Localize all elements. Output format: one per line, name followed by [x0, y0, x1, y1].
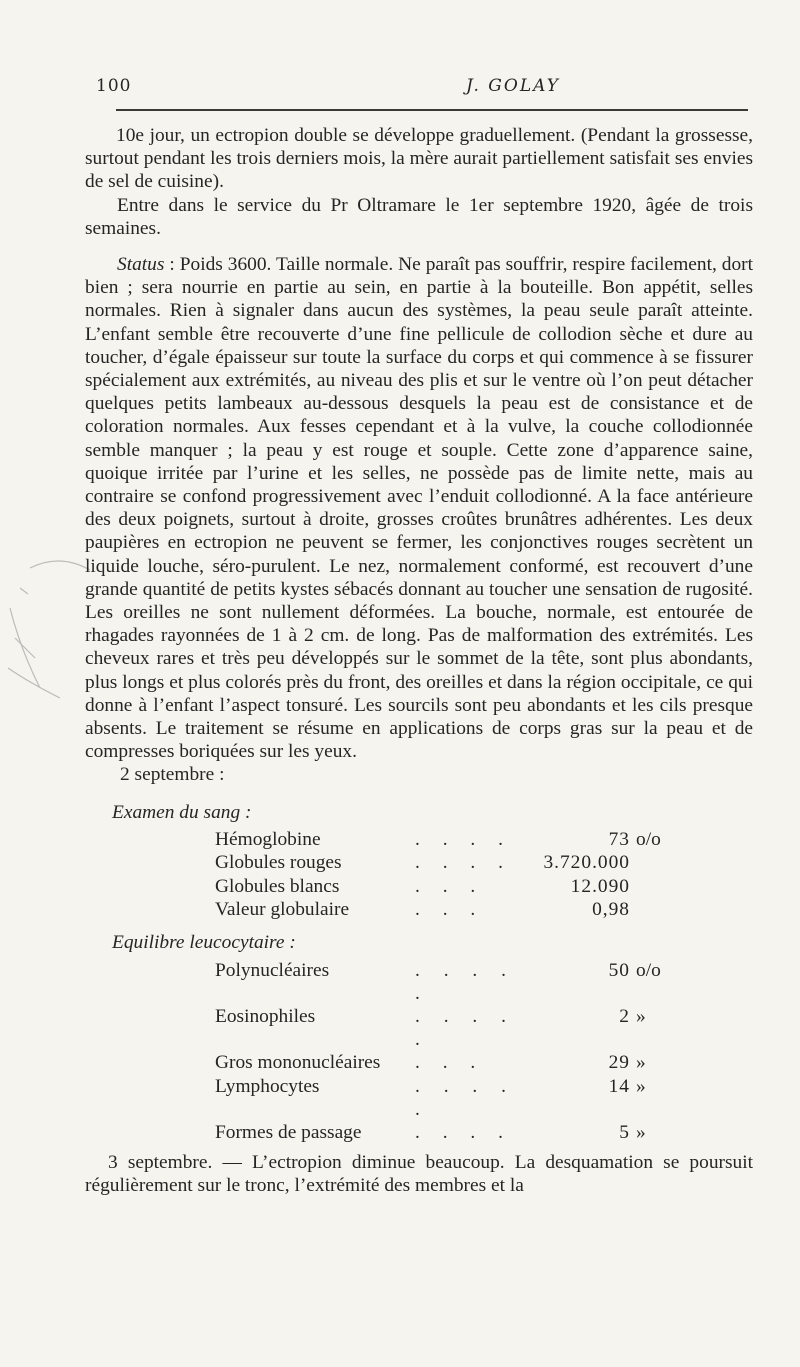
blood-exam-label: Globules rouges: [215, 852, 342, 874]
status-label: Status: [117, 254, 165, 276]
leuco-balance-unit: »: [636, 1052, 646, 1074]
blood-exam-unit: o/o: [636, 828, 661, 850]
page-number: 100: [96, 76, 132, 96]
blood-exam-leader-dots: . . . .: [415, 828, 512, 850]
header-rule: [116, 109, 748, 111]
blood-exam-table: [215, 828, 686, 922]
leuco-balance-value: 2: [619, 1006, 630, 1028]
leuco-balance-label: Polynucléaires: [215, 959, 330, 981]
leuco-balance-unit: »: [636, 1075, 646, 1097]
leuco-balance-value: 50: [608, 959, 630, 981]
leuco-balance-unit: o/o: [636, 959, 661, 981]
leuco-balance-label: Gros mononucléaires: [215, 1052, 381, 1074]
blood-exam-unit: [630, 875, 686, 898]
leuco-balance-table: [215, 959, 686, 1145]
blood-exam-leader-dots: . . .: [415, 899, 485, 921]
leuco-balance-row: [215, 1051, 686, 1074]
blood-exam-leader-dots: . . . .: [415, 852, 512, 874]
paragraph-2: Entre dans le service du Pr Oltramare le 1er septembre 1920, âgée de trois semaines.: [85, 194, 753, 239]
leuco-balance-row: [215, 1005, 686, 1051]
blood-exam-row: [215, 851, 686, 874]
blood-exam-value: 3.720.000: [543, 852, 630, 874]
leuco-balance-label: Lymphocytes: [215, 1075, 320, 1097]
leuco-balance-unit: »: [636, 1122, 646, 1144]
blood-exam-row: [215, 898, 686, 921]
leuco-balance-leader-dots: . . . .: [415, 1122, 512, 1144]
status-paragraph: Status : Poids 3600. Taille normale. Ne paraît pas souffrir, respire facilement, dort bien ; sera nourrie en partie au sein, en partie à la bouteille. Bon appétit, selles normales. Rien à signaler dans aucun des systèmes, la peau seule paraît atteinte. L’enfant semble être recouverte d’une fine pellicule de collodion sèche et dure au toucher, d’égale épaisseur sur toute la surface du corps et qui commence à se fissurer spécialement aux extrémités, au niveau des plis et sur le ventre où l’on peut détacher quelques petits lambeaux au-dessous desquels la peau est de consistance et de coloration normales. Aux fesses cependant et à la vulve, la couche collodionnée semble manquer ; la peau y est rouge et souple. Cette zone d’apparence saine, quoique irritée par l’urine et les selles, ne possède pas de limite nette, mais au contraire se confond progressivement avec l’enduit collodionné. A la face antérieure des deux poignets, surtout à droite, grosses croûtes brunâtres adhérentes. Les deux paupières en ectropion ne peuvent se fermer, les conjonctives rouges secrètent un liquide louche, séro-purulent. Le nez, normalement conformé, est recouvert d’une grande quantité de petits kystes sébacés donnant au toucher une sensation de rugosité. Les oreilles ne sont nullement déformées. La bouche, normale, est entourée de rhagades rayonnées de 1 à 2 cm. de long. Pas de malformation des extrémités. Les cheveux rares et très peu développés sur le sommet de la tête, sont plus abondants, plus longs et plus colorés près du front, des oreilles et dans la région occipitale, ce qui donne à l’enfant l’aspect tonsuré. Les sourcils sont peu abondants et les cils presque absents. Le traitement se résume en applications de corps gras sur la peau et de compresses boriquées sur les yeux.: [85, 254, 753, 763]
leuco-balance-row: [215, 1121, 686, 1144]
leuco-balance-value: 29: [608, 1052, 630, 1074]
paragraph-1: 10e jour, un ectropion double se développe graduellement. (Pendant la grossesse, surtout pendant les trois derniers mois, la mère aurait partiellement satisfait ses envies de sel de cuisine).: [85, 125, 753, 193]
leuco-balance-row: [215, 1075, 686, 1121]
paragraph-3-septembre: 3 septembre. — L’ectropion diminue beaucoup. La desquamation se poursuit régulièrement sur le tronc, l’extrémité des membres et la: [85, 1151, 753, 1196]
blood-exam-value: 12.090: [570, 875, 630, 897]
leuco-balance-unit: »: [636, 1006, 646, 1028]
leuco-balance-label: Formes de passage: [215, 1122, 362, 1144]
blood-exam-unit: [630, 851, 686, 874]
blood-exam-row: [215, 828, 686, 851]
blood-exam-row: [215, 875, 686, 898]
blood-exam-leader-dots: . . .: [415, 875, 485, 897]
leuco-balance-label: Eosinophiles: [215, 1006, 316, 1028]
leuco-balance-leader-dots: . . . . .: [415, 959, 515, 1004]
leuco-balance-leader-dots: . . . . .: [415, 1006, 515, 1051]
blood-exam-value: 0,98: [592, 899, 630, 921]
leuco-balance-heading: Equilibre leucocytaire :: [112, 932, 296, 954]
leuco-balance-value: 14: [608, 1075, 630, 1097]
leuco-balance-value: 5: [619, 1122, 630, 1144]
blood-exam-unit: [630, 898, 686, 921]
leuco-balance-row: [215, 959, 686, 1005]
dateline-2-septembre: 2 septembre :: [120, 764, 225, 786]
leuco-balance-leader-dots: . . .: [415, 1052, 485, 1074]
body-text: [85, 124, 753, 1197]
leuco-balance-leader-dots: . . . . .: [415, 1075, 515, 1121]
blood-exam-value: 73: [608, 828, 630, 850]
page-header: [96, 76, 748, 104]
running-head: J. GOLAY: [466, 76, 560, 96]
blood-exam-label: Valeur globulaire: [215, 899, 350, 921]
blood-exam-label: Hémoglobine: [215, 828, 321, 850]
blood-exam-heading: Examen du sang :: [112, 801, 252, 823]
blood-exam-label: Globules blancs: [215, 875, 340, 897]
